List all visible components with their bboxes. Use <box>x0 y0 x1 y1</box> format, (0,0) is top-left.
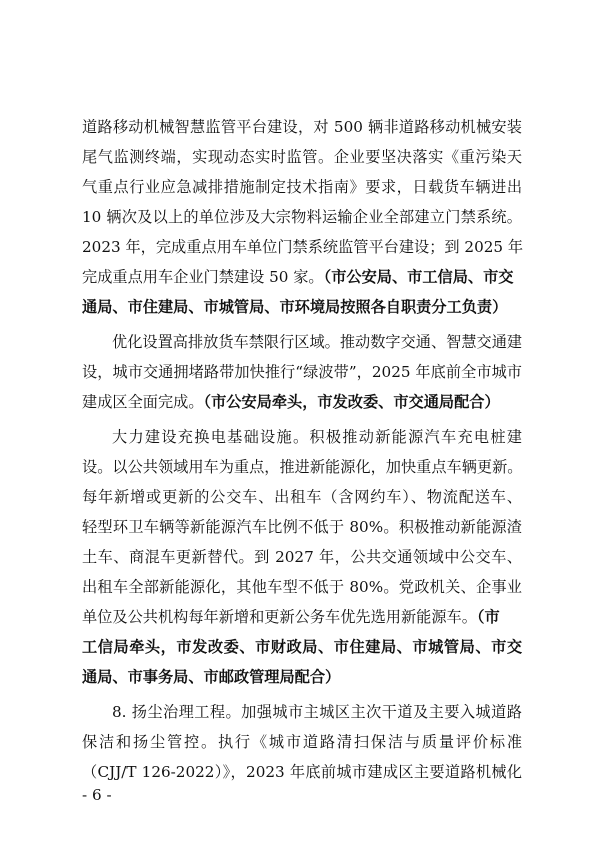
text-line: 10 辆次及以上的单位涉及大宗物料运输企业全部建立门禁系统。 <box>82 208 522 226</box>
text-run: 单位及公共机构每年新增和更新公务车优先选用新能源车。 <box>82 608 477 626</box>
text-line: 设，城市交通拥堵路带加快推行“绿波带”，2025 年底前全市城市 <box>82 363 522 381</box>
responsibility-note: 工信局牵头，市发改委、市财政局、市住建局、市城管局、市交 <box>82 638 522 656</box>
text-line: 保洁和扬尘管控。执行《城市道路清扫保洁与质量评价标准 <box>82 733 522 751</box>
text-line <box>82 262 522 292</box>
section-heading-line: 8. 扬尘治理工程。加强城市主城区主次干道及主要入城道路 <box>112 703 522 721</box>
text-line: 尾气监测终端，实现动态实时监管。企业要坚决落实《重污染天 <box>82 148 522 166</box>
text-line: 土车、商混车更新替代。到 2027 年，公共交通领域中公交车、 <box>82 548 522 566</box>
responsibility-note: 通局、市事务局、市邮政管理局配合） <box>82 668 341 686</box>
responsibility-note: （市公安局牵头，市发改委、市交通局配合） <box>203 393 500 411</box>
text-line <box>82 602 522 632</box>
text-line <box>82 387 522 417</box>
paragraph-first-line: 大力建设充换电基础设施。积极推动新能源汽车充电桩建 <box>112 428 522 446</box>
text-line: 每年新增或更新的公交车、出租车（含网约车）、物流配送车、 <box>82 488 522 506</box>
responsibility-note: （市公安局、市工信局、市交 <box>323 268 514 286</box>
text-run: 完成重点用车企业门禁建设 50 家。 <box>82 268 324 286</box>
text-line: 设。以公共领域用车为重点，推进新能源化，加快重点车辆更新。 <box>82 458 523 476</box>
text-line: 气重点行业应急减排措施制定技术指南》要求，日载货车辆进出 <box>82 178 522 196</box>
text-line: 出租车全部新能源化，其他车型不低于 80%。党政机关、企事业 <box>82 578 522 596</box>
page-number: - 6 - <box>82 786 112 804</box>
text-line: 2023 年，完成重点用车单位门禁系统监管平台建设；到 2025 年 <box>82 238 524 256</box>
text-run: 建成区全面完成。 <box>82 393 204 411</box>
text-line: （CJJ/T 126-2022）》，2023 年底前城市建成区主要道路机械化 <box>82 763 522 781</box>
responsibility-note: （市 <box>476 608 500 626</box>
text-line: 轻型环卫车辆等新能源汽车比例不低于 80%。积极推动新能源渣 <box>82 518 522 536</box>
text-line: 道路移动机械智慧监管平台建设，对 500 辆非道路移动机械安装 <box>82 118 522 136</box>
paragraph-first-line: 优化设置高排放货车禁限行区域。推动数字交通、智慧交通建 <box>112 333 523 351</box>
responsibility-note: 通局、市住建局、市城管局、市环境局按照各自职责分工负责） <box>82 298 508 316</box>
